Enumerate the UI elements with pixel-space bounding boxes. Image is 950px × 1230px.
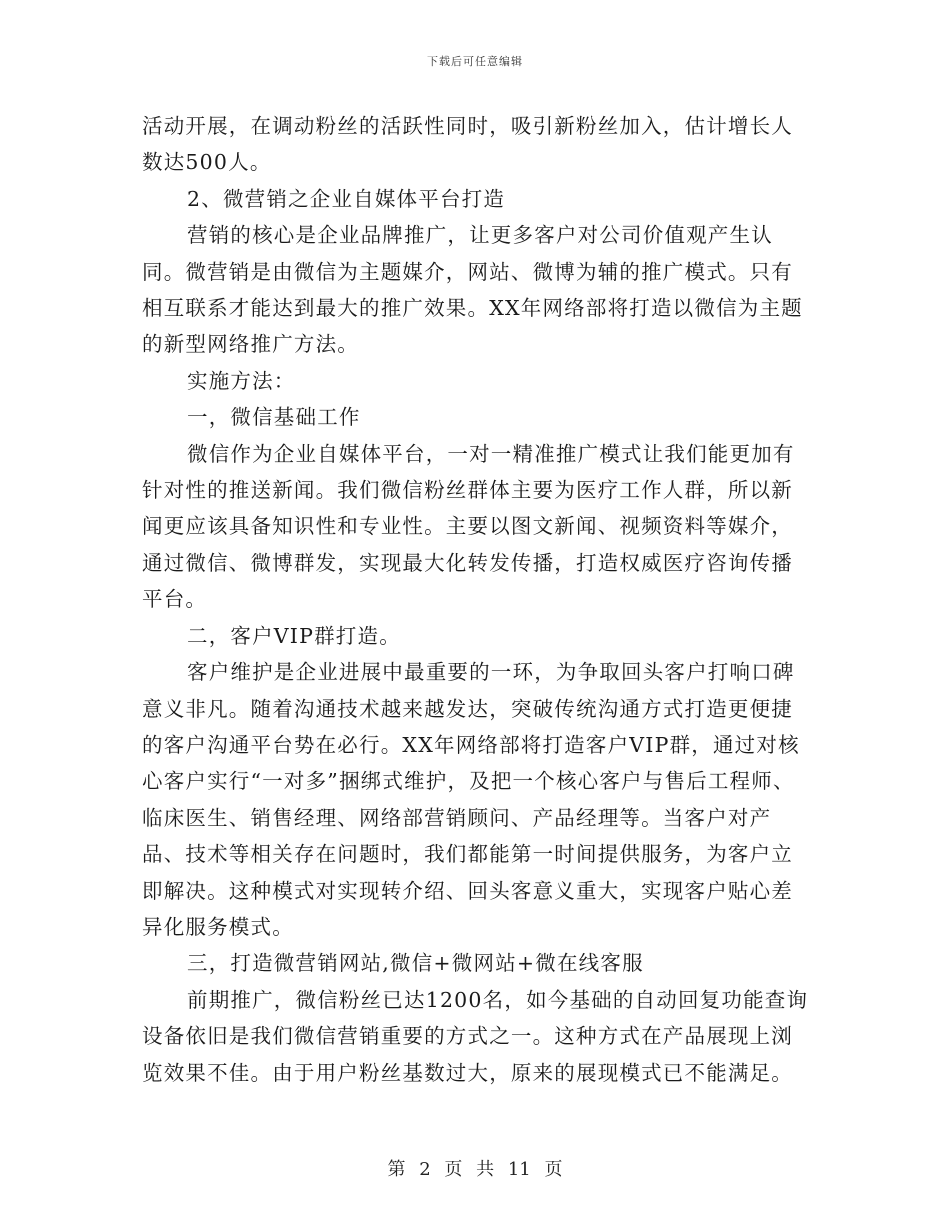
subheading-3: 三，打造微营销网站,微信+微网站+微在线客服 (187, 951, 644, 976)
paragraph-5: 微信作为企业自媒体平台，一对一精准推广模式让我们能更加有针对性的推送新闻。我们微信粉丝群体主要为医疗工作人群，所以新闻更应该具备知识性和专业性。主要以图文新闻、视频资料等媒介，通过微信、微博群发，实现最大化转发传播，打造权威医疗咨询传播平台。 (142, 441, 795, 612)
subheading-methods: 实施方法： (187, 368, 296, 393)
subheading-2: 二，客户VIP群打造。 (187, 623, 401, 648)
paragraph-0: 活动开展，在调动粉丝的活跃性同时，吸引新粉丝加入，估计增长人数达500人。 (142, 114, 793, 175)
paragraph-2: 营销的核心是企业品牌推广，让更多客户对公司价值观产生认同。微营销是由微信为主题媒介，网站、微博为辅的推广模式。只有相互联系才能达到最大的推广效果。XX年网络部将打造以微信为主题的新型网络推广方法。 (142, 223, 803, 357)
paragraph-7: 客户维护是企业进展中最重要的一环，为争取回头客户打响口碑意义非凡。随着沟通技术越来越发达，突破传统沟通方式打造更便捷的客户沟通平台势在必行。XX年网络部将打造客户VIP群，通过对核心客户实行“一对多”捆绑式维护，及把一个核心客户与售后工程师、临床医生、销售经理、网络部营销顾问、产品经理等。当客户对产品、技术等相关存在问题时，我们都能第一时间提供服务，为客户立即解决。这种模式对实现转介绍、回头客意义重大，实现客户贴心差异化服务模式。 (142, 660, 800, 939)
header-note: 下载后可任意编辑 (427, 55, 523, 68)
paragraph-9: 前期推广，微信粉丝已达1200名，如今基础的自动回复功能查询设备依旧是我们微信营销重要的方式之一。这种方式在产品展现上浏览效果不佳。由于用户粉丝基数过大，原来的展现模式已不能满足。 (142, 987, 809, 1085)
document-body (142, 108, 812, 1091)
page-number: 第 2 页 共 11 页 (387, 1159, 563, 1180)
subheading-1: 一，微信基础工作 (187, 405, 361, 430)
section-heading-2: 2、微营销之企业自媒体平台打造 (187, 186, 506, 211)
